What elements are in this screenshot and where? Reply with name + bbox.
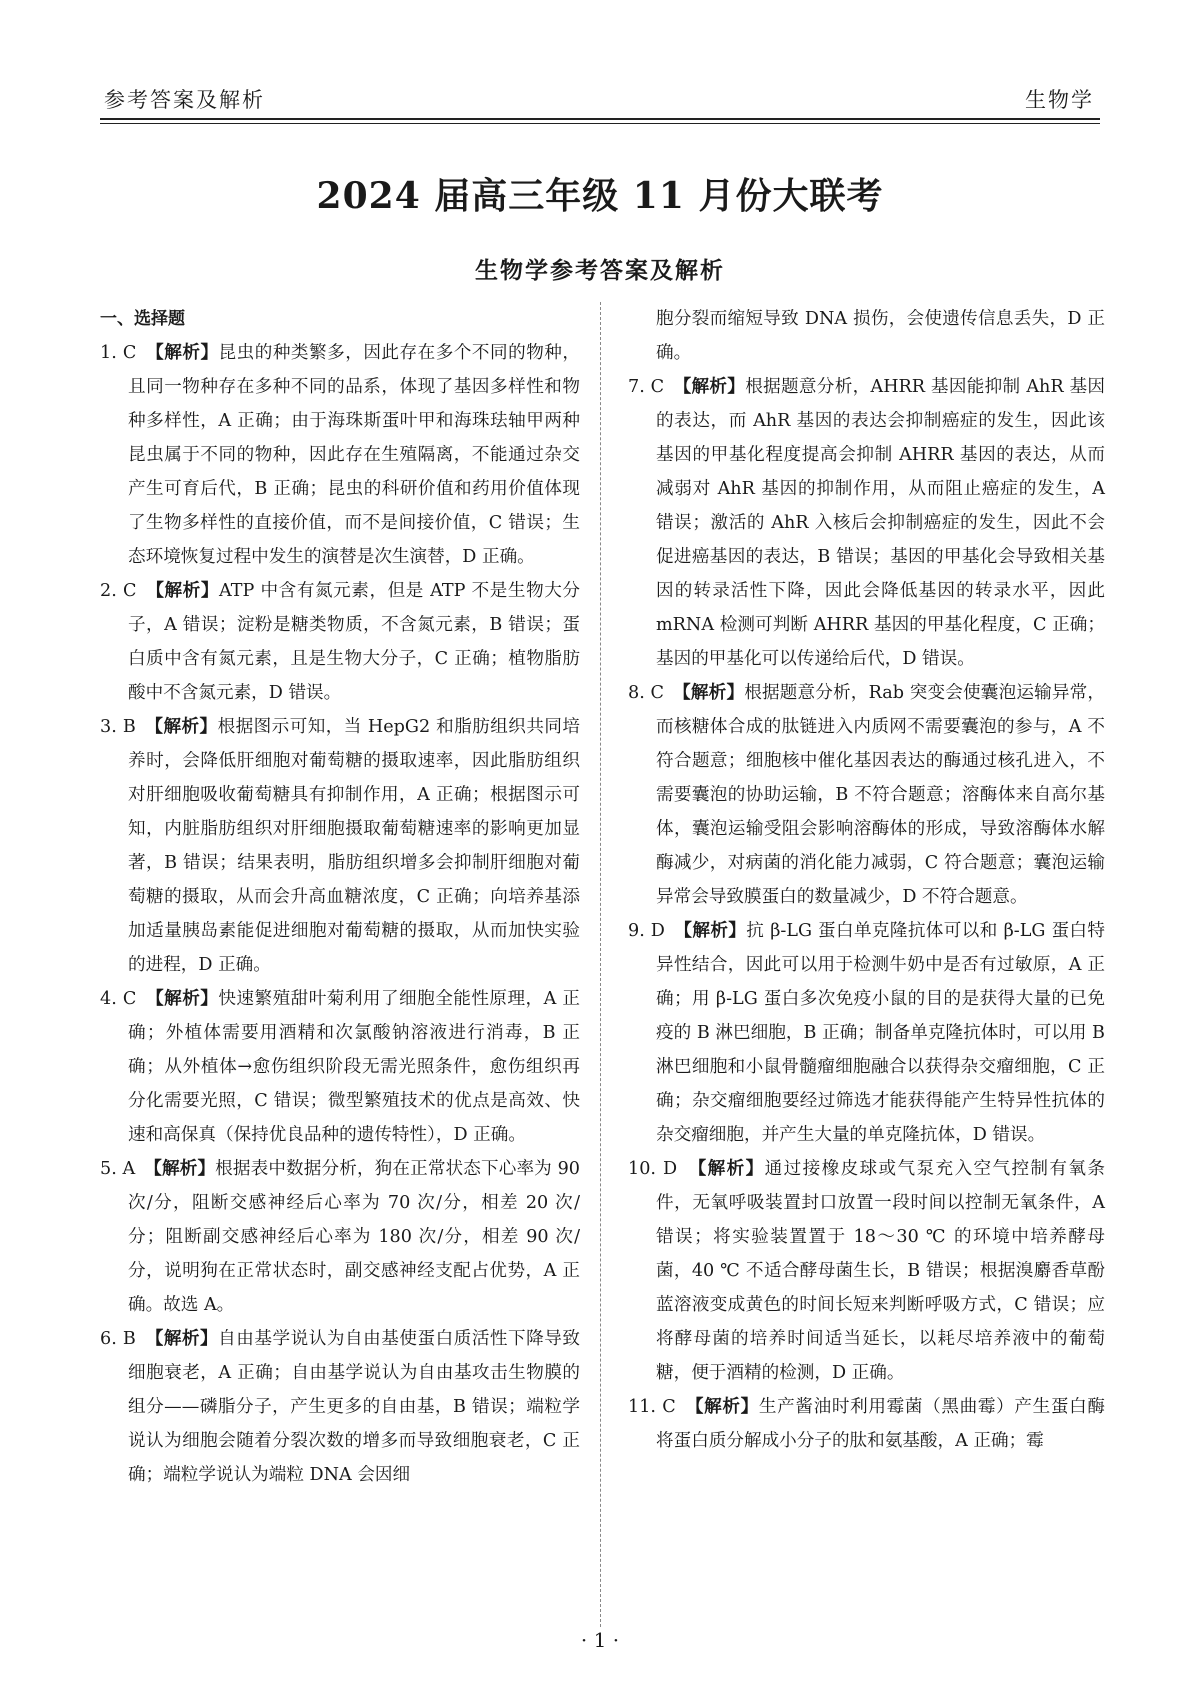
- header-left-label: 参考答案及解析: [104, 88, 265, 112]
- column-divider: [600, 302, 601, 1627]
- page-title: 2024 届高三年级 11 月份大联考: [316, 175, 884, 217]
- page-number: · 1 ·: [580, 1628, 620, 1652]
- answer-item-11: 11. C 【解析】生产酱油时利用霉菌（黑曲霉）产生蛋白酶将蛋白质分解成小分子的肽和氨基酸，A 正确；霉: [628, 1397, 1105, 1451]
- answer-item-4: 4. C 【解析】快速繁殖甜叶菊利用了细胞全能性原理，A 正确；外植体需要用酒精和次氯酸钠溶液进行消毒，B 正确；从外植体→愈伤组织阶段无需光照条件，愈伤组织再分化需要光照，C 错误；微型繁殖技术的优点是高效、快速和高保真（保持优良品种的遗传特性），D 正确。: [100, 989, 580, 1145]
- answer-item-3: 3. B 【解析】根据图示可知，当 HepG2 和脂肪组织共同培养时，会降低肝细胞对葡萄糖的摄取速率，因此脂肪组织对肝细胞吸收葡萄糖具有抑制作用，A 正确；根据图示可知，内脏脂肪组织对肝细胞摄取葡萄糖速率的影响更加显著，B 错误；结果表明，脂肪组织增多会抑制肝细胞对葡萄糖的摄取，从而会升高血糖浓度，C 正确；向培养基添加适量胰岛素能促进细胞对葡萄糖的摄取，从而加快实验的进程，D 正确。: [100, 717, 581, 975]
- header-subject-label: 生物学: [1025, 88, 1094, 112]
- answer-item-9: 9. D 【解析】抗 β-LG 蛋白单克隆抗体可以和 β-LG 蛋白特异性结合，因此可以用于检测牛奶中是否有过敏原，A 正确；用 β-LG 蛋白多次免疫小鼠的目的是获得大量的已免疫的 B 淋巴细胞，B 正确；制备单克隆抗体时，可以用 B 淋巴细胞和小鼠骨髓瘤细胞融合以获得杂交瘤细胞，C 正确；杂交瘤细胞要经过筛选才能获得能产生特异性抗体的杂交瘤细胞，并产生大量的单克隆抗体，D 错误。: [628, 921, 1105, 1145]
- header-rule-thin: [100, 123, 1100, 124]
- answer-item-1: 1. C 【解析】昆虫的种类繁多，因此存在多个不同的物种，且同一物种存在多种不同的品系，体现了基因多样性和物种多样性，A 正确；由于海珠斯蛋叶甲和海珠珐轴甲两种昆虫属于不同的物种，因此存在生殖隔离，不能通过杂交产生可育后代，B 正确；昆虫的科研价值和药用价值体现了生物多样性的直接价值，而不是间接价值，C 错误；生态环境恢复过程中发生的演替是次生演替，D 正确。: [100, 343, 580, 567]
- left-column: [100, 302, 580, 1492]
- answer-item-6: 6. B 【解析】自由基学说认为自由基使蛋白质活性下降导致细胞衰老，A 正确；自由基学说认为自由基攻击生物膜的组分——磷脂分子，产生更多的自由基，B 错误；端粒学说认为细胞会随着分裂次数的增多而导致细胞衰老，C 正确；端粒学说认为端粒 DNA 会因细: [100, 1329, 580, 1485]
- section-heading: 一、选择题: [100, 309, 185, 329]
- page-subtitle: 生物学参考答案及解析: [475, 258, 725, 284]
- answer-item-8: 8. C 【解析】根据题意分析，Rab 突变会使囊泡运输异常，而核糖体合成的肽链进入内质网不需要囊泡的参与，A 不符合题意；细胞核中催化基因表达的酶通过核孔进入，不需要囊泡的协助运输，B 不符合题意；溶酶体来自高尔基体，囊泡运输受阻会影响溶酶体的形成，导致溶酶体水解酶减少，对病菌的消化能力减弱，C 符合题意；囊泡运输异常会导致膜蛋白的数量减少，D 不符合题意。: [628, 683, 1105, 907]
- answer-item-7: 7. C 【解析】根据题意分析，AHRR 基因能抑制 AhR 基因的表达，而 AhR 基因的表达会抑制癌症的发生，因此该基因的甲基化程度提高会抑制 AHRR 基因的表达，从而减弱对 AhR 基因的抑制作用，从而阻止癌症的发生，A 错误；激活的 AhR 入核后会抑制癌症的发生，因此不会促进癌基因的表达，B 错误；基因的甲基化会导致相关基因的转录活性下降，因此会降低基因的转录水平，因此 mRNA 检测可判断 AHRR 基因的甲基化程度，C 正确；基因的甲基化可以传递给后代，D 错误。: [628, 377, 1106, 669]
- page-header: [100, 78, 1100, 118]
- header-rule-thick: [100, 118, 1100, 120]
- answer-item-5: 5. A 【解析】根据表中数据分析，狗在正常状态下心率为 90 次/分，阻断交感神经后心率为 70 次/分，相差 20 次/分；阻断副交感神经后心率为 180 次/分，相差 90 次/分，说明狗在正常状态时，副交感神经支配占优势，A 正确。故选 A。: [100, 1159, 580, 1315]
- right-column: [628, 302, 1105, 1458]
- answer-item-6-continuation: 胞分裂而缩短导致 DNA 损伤，会使遗传信息丢失，D 正确。: [656, 309, 1105, 363]
- answer-item-2: 2. C 【解析】ATP 中含有氮元素，但是 ATP 不是生物大分子，A 错误；淀粉是糖类物质，不含氮元素，B 错误；蛋白质中含有氮元素，且是生物大分子，C 正确；植物脂肪酸中不含氮元素，D 错误。: [100, 581, 580, 703]
- answer-item-10: 10. D 【解析】通过接橡皮球或气泵充入空气控制有氧条件，无氧呼吸装置封口放置一段时间以控制无氧条件，A 错误；将实验装置置于 18～30 ℃ 的环境中培养酵母菌，40 ℃ 不适合酵母菌生长，B 错误；根据溴麝香草酚蓝溶液变成黄色的时间长短来判断呼吸方式，C 错误；应将酵母菌的培养时间适当延长，以耗尽培养液中的葡萄糖，便于酒精的检测，D 正确。: [628, 1159, 1105, 1383]
